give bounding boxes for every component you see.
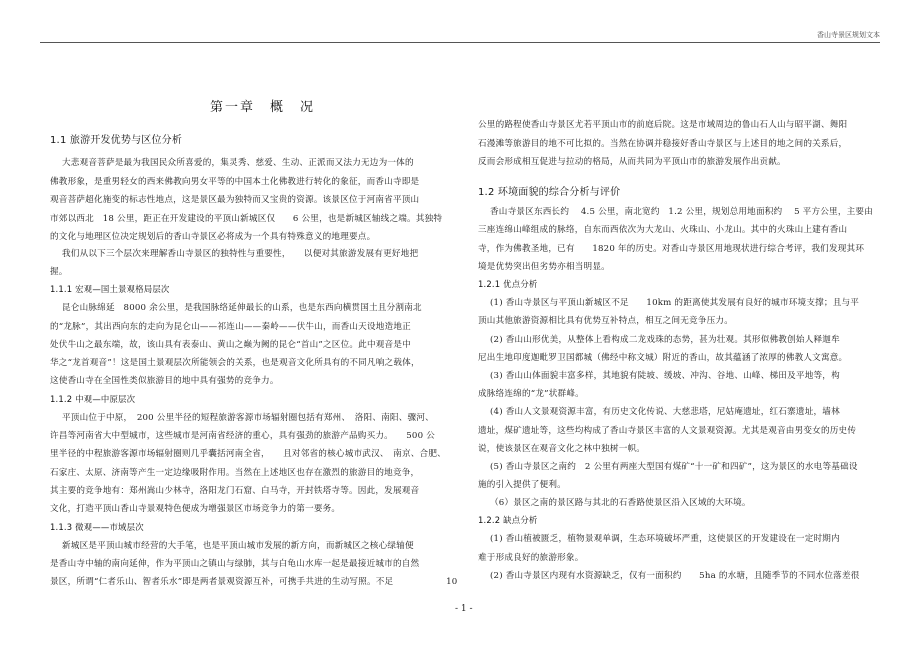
section-heading: 1.2 环境面貌的综合分析与评价 — [478, 187, 621, 198]
text-line: 三座连绵山峰组成的脉络，自东而西依次为大龙山、火珠山、小龙山。其中的火珠山上建有香山 — [478, 225, 848, 235]
text-line: 观音菩萨超化施变的标志性地点，这是景区最为独特而又宝贵的资源。该景区位于河南省平顶山 — [50, 195, 420, 205]
text-line: 大悲观音菩萨是最为我国民众所喜爱的，集灵秀、慈爱、生动、正派而又法力无边为一体的 — [62, 158, 414, 168]
text-line: (4) 香山人文景观资源丰富，有历史文化传说、大慈悲塔，尼姑庵遗址，红石寨遗址，墙林 — [490, 407, 840, 417]
text-line: 境是优势突出但劣势亦相当明显。 — [478, 262, 610, 272]
text-line: 新城区是平顶山城市经营的大手笔，也是平顶山城市发展的新方向，而新城区之核心绿轴便 — [62, 541, 414, 551]
text-line: 平顶山位于中原， 200 公里半径的短程旅游客源市场辐射圈包括有郑州、 洛阳、南阳、骤河、 — [62, 413, 434, 423]
text-line: (2) 香山山形优美，从整体上看构成二龙戏珠的态势，甚为壮观。其形似佛教创始人释迦牟 — [490, 335, 840, 345]
text-line: 反而会形成相互促进与拉动的格局，从而共同为平顶山市的旅游发展作出贡献。 — [478, 157, 786, 167]
text-line: (2) 香山寺景区内现有水资源缺乏，仅有一面积约 5ha 的水塘，且随季节的不同水位落差很 — [490, 571, 860, 581]
text-line: 昆仑山脉绵延 8000 余公里，是我国脉络延伸最长的山系，也是东西向横贯国土且分割南北 — [62, 303, 422, 313]
text-line: 景区，所谓“仁者乐山、智者乐水”即是两者景观资源互补，可携手共进的生动写照。不足 10 — [50, 577, 458, 587]
text-line: (1) 香山寺景区与平顶山新城区不足 10km 的距离使其发展有良好的城市环境支撑；且与平 — [490, 298, 860, 308]
text-line: 香山寺景区东西长约 4.5 公里，南北宽约 1.2 公里，规划总用地面积约 5 平方公里，主要由 — [490, 207, 874, 217]
text-line: 的文化与地理区位决定规划后的香山寺景区必将成为一个具有特殊意义的地理要点。 — [50, 232, 376, 242]
text-line: 市郊以西北 18 公里，距正在开发建设的平顶山新城区仅 6 公里，也是新城区轴线之端。其独特 — [50, 214, 443, 224]
section-heading: 1.1.1 宏观—国土景观格局层次 — [50, 284, 170, 294]
text-line: 是香山寺中轴的南向延伸，作为平顶山之镇山与绿肺，其与白龟山水库一起是最接近城市的自然 — [50, 559, 420, 569]
text-line: 的“龙脉”，其出西向东的走向为昆仑山——祁连山——秦岭——伏牛山，而香山天设地造地正 — [50, 322, 411, 332]
section-heading: 1.1 旅游开发优势与区位分析 — [50, 135, 183, 146]
text-line: 说，使该景区在观音文化之林中独树一帜。 — [478, 444, 646, 454]
text-line: 其主要的竞争地有：郑州嵩山少林寺，洛阳龙门石窟、白马寺，开封铁塔寺等。因此，发展观音 — [50, 486, 420, 496]
text-line: 许昌等河南省大中型城市，这些城市是河南省经济的重心，具有强劲的旅游产品购买力。 500 公 — [50, 431, 435, 441]
text-line: 顶山其他旅游资源相比具有优势互补特点，相互之间无竞争压力。 — [478, 316, 734, 326]
text-line: 握。 — [50, 267, 68, 277]
text-line: 文化，打造平顶山香山寺景观特色便成为增强景区市场竞争力的第一要务。 — [50, 504, 341, 514]
running-header: 香山寺景区规划文本 — [817, 31, 880, 39]
page-number: - 1 - — [455, 604, 473, 614]
text-line: 施的引入提供了便利。 — [478, 480, 566, 490]
text-line: 遗址，煤矿遗址等，这些均构成了香山寺景区丰富的人文景观资源。尤其是观音由男变女的历史传 — [478, 426, 857, 436]
text-line: 这使香山寺在全国性类似旅游目的地中具有强势的竞争力。 — [50, 376, 279, 386]
section-heading: 1.2.1 优点分析 — [478, 279, 538, 289]
section-heading: 1.2.2 缺点分析 — [478, 515, 538, 525]
text-line: 里半径的中程旅游客源市场辐射圈则几乎囊括河南全省， 且对邻省的核心城市武汉、 南京、合肥、 — [50, 449, 446, 459]
text-line: 寺，作为佛教圣地，已有 1820 年的历史。对香山寺景区用地现状进行综合考评，我们发现其环 — [478, 244, 865, 254]
text-line: 石漫滩等旅游目的地不可比拟的。当然在协调并稳接好香山寺景区与上述目的地之间的关系后， — [478, 139, 848, 149]
text-line: 石家庄、太原、济南等产生一定边缘吸附作用。当然在上述地区也存在激烈的旅游目的地竞争， — [50, 468, 420, 478]
section-heading: 1.1.2 中观—中原层次 — [50, 394, 136, 404]
header-rule — [40, 42, 880, 43]
text-line: 难于形成良好的旅游形象。 — [478, 553, 584, 563]
text-line: (1) 香山植被匮乏，植物景观单调，生态环境破坏严重，这使景区的开发建设在一定时期内 — [490, 534, 840, 544]
text-line: 成脉络连绵的“龙”状群峰。 — [478, 389, 584, 399]
text-line: 公里的路程使香山寺景区尤若平顶山市的前庭后院。这是市域周边的鲁山石人山与昭平湖、舞阳 — [478, 120, 848, 130]
text-line: （6）景区之南的景区路与其北的石香路使景区沿入区域的大环境。 — [490, 498, 751, 508]
text-line: 我们从以下三个层次来理解香山寺景区的独特性与重要性， 以便对其旅游发展有更好地把 — [62, 249, 419, 259]
text-line: 处伏牛山之最东端，故，该山具有表泰山、黄山之巅为阙的昆仑“首山”之区位。此中观音是中 — [50, 340, 411, 350]
text-line: (5) 香山寺景区之南约 2 公里有两座大型国有煤矿“十一矿和四矿”，这为景区的水电等基础设 — [490, 462, 858, 472]
text-line: 佛教形象，是重男轻女的西来佛教向男女平等的中国本土化佛教进行转化的象征，而香山寺即是 — [50, 177, 420, 187]
section-heading: 第一章 概 况 — [210, 100, 316, 115]
section-heading: 1.1.3 微观——市域层次 — [50, 522, 144, 532]
text-line: 华之“龙首观音”！这是国土景观层次所能领会的关系，也是观音文化所具有的不同凡响之载体， — [50, 358, 420, 368]
text-line: 尼出生地印度迦毗罗卫国都城（佛经中称文城）附近的香山，故其蕴涵了浓厚的佛教人文寓意。 — [478, 353, 848, 363]
text-line: (3) 香山山体面貌丰富多样，其地貌有陡坡、缓坡、冲沟、谷地、山峰、梯田及平地等，构 — [490, 371, 840, 381]
